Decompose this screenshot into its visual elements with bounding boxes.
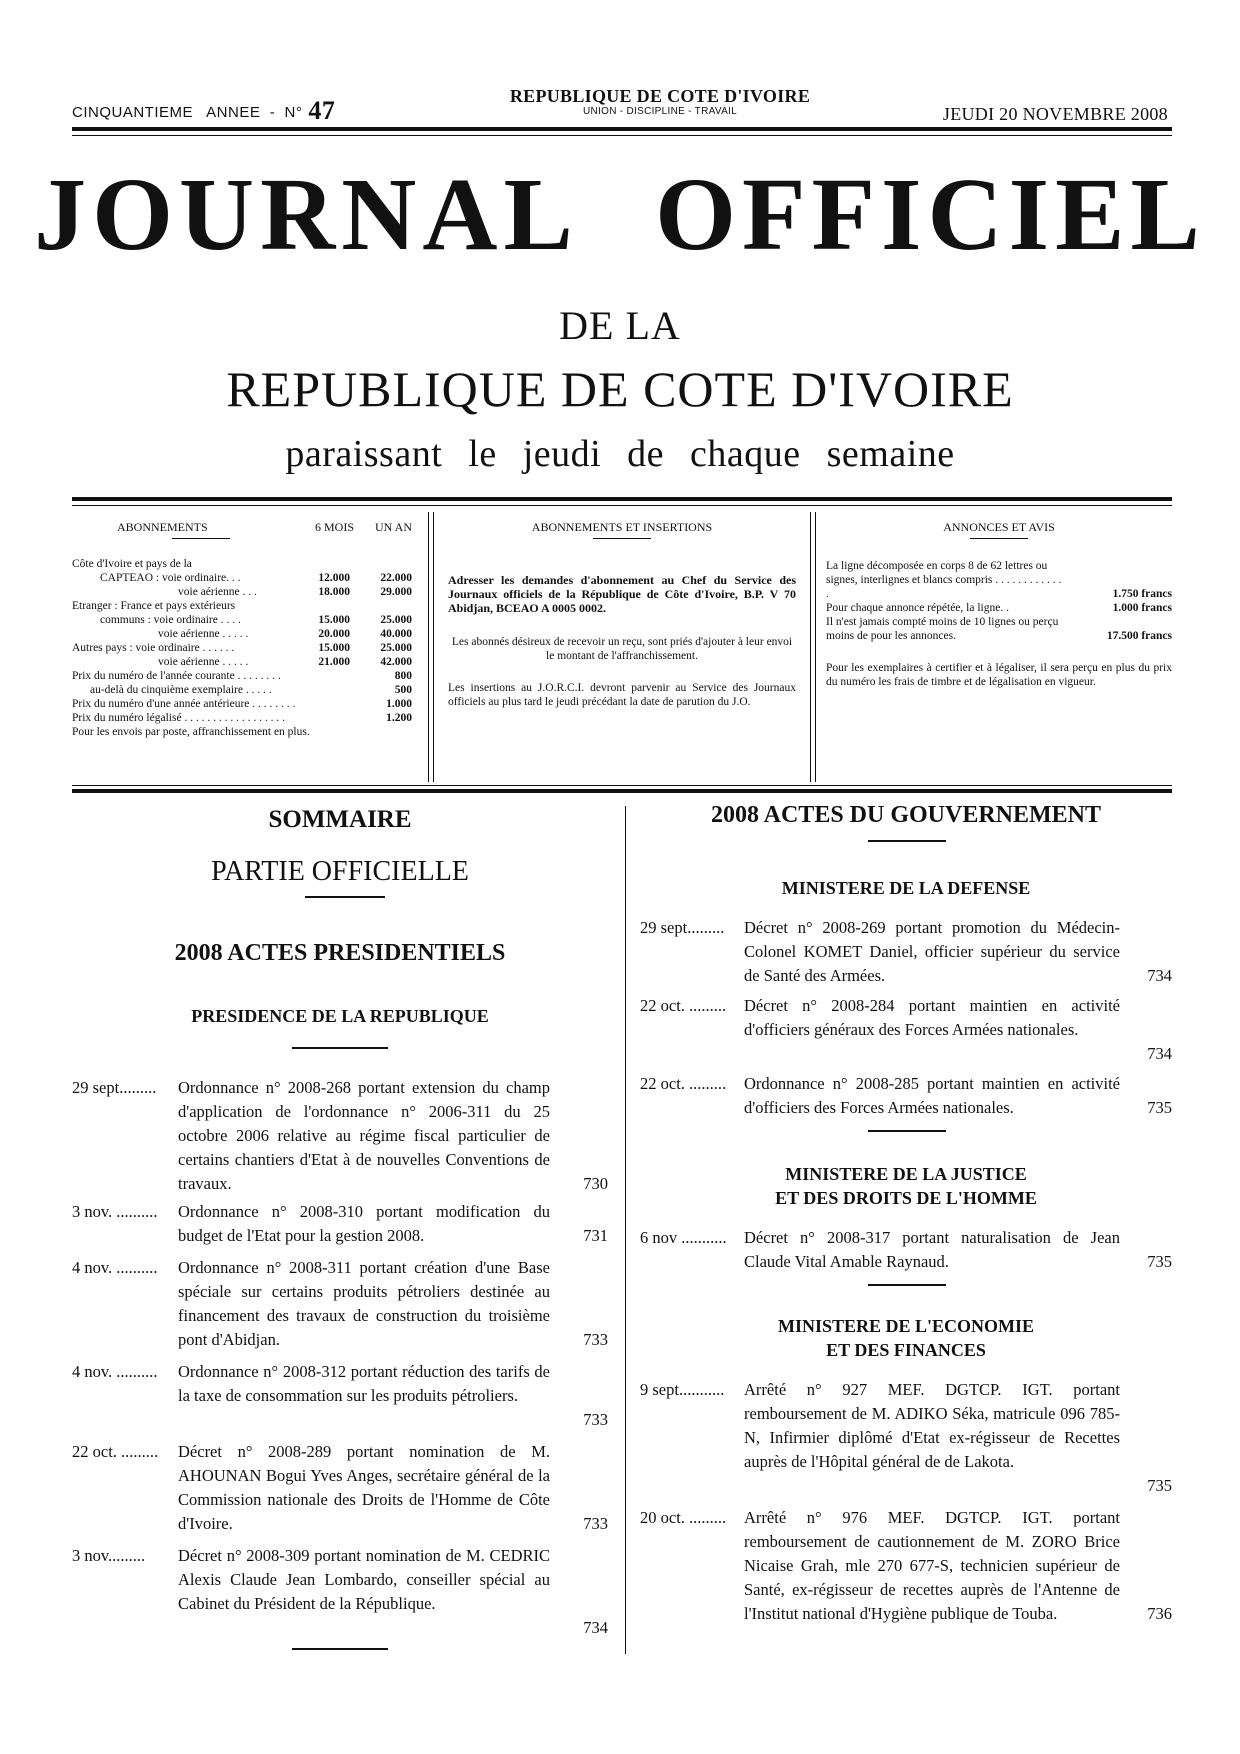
presidence-heading: PRESIDENCE DE LA REPUBLIQUE (191, 1006, 489, 1026)
subscriptions-panel (72, 520, 412, 739)
section-divider (305, 896, 385, 898)
box-bottom-rule-thick (72, 789, 1172, 793)
sommaire-entry: 3 nov. .......... Ordonnance n° 2008-310 portant modification du budget de l'Etat pour la gestion 2008. 731 (72, 1202, 608, 1245)
issue-date: JEUDI 20 NOVEMBRE 2008 (942, 104, 1168, 124)
sub-row: CAPTEAO : voie ordinaire. . . 12.000 22.000 (100, 572, 412, 584)
sub-row: communs : voie ordinaire . . . . 15.000 25.000 (100, 614, 412, 626)
justice-heading-1: MINISTERE DE LA JUSTICE (785, 1164, 1027, 1184)
economie-heading-1: MINISTERE DE L'ECONOMIE (777, 1316, 1035, 1336)
issue-number: 47 (308, 96, 336, 125)
annonce-row: La ligne décomposée en corps 8 de 62 lettres ou signes, interlignes et blancs compris . . . . . . . . . . . . . 1.750 francs (826, 560, 1172, 600)
masthead-republic: REPUBLIQUE DE COTE D'IVOIRE (226, 361, 1014, 417)
box-top-rule-thick (72, 497, 1172, 501)
insertions-deadline: Les insertions au J.O.R.C.I. devront parvenir au Service des Journaux officiels au plus tard le jeudi précédant la date de parution du J.O. (448, 682, 796, 708)
subscriptions-header: ABONNEMENTS (117, 520, 208, 534)
annonce-row: Pour chaque annonce répétée, la ligne. . 1.000 francs (826, 602, 1172, 614)
sub-row: Prix du numéro de l'année courante . . . . . . . . 800 (72, 670, 412, 682)
insertions-receipt: Les abonnés désireux de recevoir un reçu, sont priés d'ajouter à leur envoi le montant de l'affranchissement. (451, 636, 793, 662)
sommaire-entry: 9 sept........... Arrêté n° 927 MEF. DGTCP. IGT. portant remboursement de M. ADIKO Séka, matricule 096 785-N, Infirmier diplômé d'Etat ex-régisseur de Recettes auprès de l'Hôpital général de de Lakota. 735 (640, 1380, 1172, 1495)
section-divider (868, 1284, 946, 1286)
sub-row: voie aérienne . . . . . 21.000 42.000 (158, 656, 412, 668)
sommaire-entry: 29 sept......... Ordonnance n° 2008-268 portant extension du champ d'application de l'ordonnance n° 2006-311 du 25 octobre 2006 relative au régime fiscal particulier de certains chantiers d'Etat à de nouvelles Conventions de travaux. 730 (72, 1078, 608, 1193)
republic-motto: UNION - DISCIPLINE - TRAVAIL (583, 106, 737, 117)
justice-heading-2: ET DES DROITS DE L'HOMME (775, 1188, 1037, 1208)
republic-name: REPUBLIQUE DE COTE D'IVOIRE (509, 86, 811, 106)
col-6mois: 6 MOIS (314, 520, 354, 534)
sub-row: Autres pays : voie ordinaire . . . . . . 15.000 25.000 (72, 642, 412, 654)
header-rule-thick (72, 127, 1172, 131)
section-divider (292, 1047, 388, 1049)
section-divider (868, 840, 946, 842)
defense-heading: MINISTERE DE LA DEFENSE (781, 878, 1031, 898)
annonces-panel (826, 520, 1172, 689)
box-divider-1 (428, 512, 434, 782)
sub-row: Pour les envois par poste, affranchissement en plus. (72, 726, 310, 738)
sommaire-entry: 20 oct. ......... Arrêté n° 976 MEF. DGTCP. IGT. portant remboursement de cautionnement de M. ZORO Brice Nicaise Grah, mle 270 677-S, technicien supérieur de Santé, ex-régisseur de recettes auprès de l'Antenne de l'Institut national d'Hygiène publique de Touba. 736 (640, 1508, 1172, 1623)
sommaire-entry: 22 oct. ......... Ordonnance n° 2008-285 portant maintien en activité d'officiers des Forces Armées nationales. 735 (640, 1074, 1172, 1117)
issue-info (72, 96, 335, 126)
box-bottom-rule-thin (72, 785, 1172, 786)
box-top-rule-thin (72, 505, 1172, 506)
box-divider-2 (810, 512, 816, 782)
sommaire-entry: 22 oct. ......... Décret n° 2008-284 portant maintien en activité d'officiers généraux des Forces Armées nationales. 734 (640, 996, 1172, 1063)
partie-officielle: PARTIE OFFICIELLE (211, 856, 469, 887)
header-rule-thin (72, 135, 1172, 136)
sommaire-title: SOMMAIRE (268, 806, 412, 833)
sommaire-entry: 6 nov ........... Décret n° 2008-317 portant naturalisation de Jean Claude Vital Amable Raynaud. 735 (640, 1228, 1172, 1271)
issue-prefix: CINQUANTIEME ANNEE - N° (72, 104, 303, 121)
annonces-header: ANNONCES ET AVIS (943, 520, 1055, 534)
sommaire-entry: 3 nov......... Décret n° 2008-309 portant nomination de M. CEDRIC Alexis Claude Jean Lombardo, conseiller spécial au Cabinet du Président de la République. 734 (72, 1546, 608, 1637)
col-1an: UN AN (374, 520, 412, 534)
sommaire-entry: 22 oct. ......... Décret n° 2008-289 portant nomination de M. AHOUNAN Bogui Yves Anges, secrétaire général de la Commission nationale des Droits de l'Homme de Côte d'Ivoire. 733 (72, 1442, 608, 1533)
sub-row: voie aérienne . . . 18.000 29.000 (178, 586, 412, 598)
actes-gouvernement: 2008 ACTES DU GOUVERNEMENT (710, 802, 1102, 828)
insertions-header: ABONNEMENTS ET INSERTIONS (531, 520, 713, 534)
sub-row: au-delà du cinquième exemplaire . . . . . 500 (90, 684, 412, 696)
journal-title: JOURNAL OFFICIEL (34, 157, 1206, 272)
de-la: DE LA (559, 303, 681, 348)
sub-row: voie aérienne . . . . . 20.000 40.000 (158, 628, 412, 640)
sommaire-entry: 4 nov. .......... Ordonnance n° 2008-312 portant réduction des tarifs de la taxe de consommation sur les produits pétroliers. 733 (72, 1362, 608, 1429)
section-divider (292, 1648, 388, 1650)
sub-row: Etranger : France et pays extérieurs (72, 600, 236, 612)
sub-row: Prix du numéro d'une année antérieure . . . . . . . . 1.000 (72, 698, 412, 710)
sub-row: Prix du numéro légalisé . . . . . . . . . . . . . . . . . . 1.200 (72, 712, 412, 724)
sommaire-entry: 4 nov. .......... Ordonnance n° 2008-311 portant création d'une Base spéciale sur certains produits pétroliers destinée au financement des travaux de construction du troisième pont d'Abidjan. 733 (72, 1258, 608, 1349)
insertions-address: Adresser les demandes d'abonnement au Chef du Service des Journaux officiels de la République de Côte d'Ivoire, B.P. V 70 Abidjan, BCEAO A 0005 0002. (448, 573, 796, 615)
sommaire-entry: 29 sept......... Décret n° 2008-269 portant promotion du Médecin-Colonel KOMET Daniel, officier supérieur du service de Santé des Armées. 734 (640, 918, 1172, 985)
column-divider (625, 806, 626, 1654)
annonces-legalisation: Pour les exemplaires à certifier et à légaliser, il sera perçu en plus du prix du numéro les frais de timbre et de légalisation en vigueur. (826, 662, 1172, 688)
actes-presidentiels: 2008 ACTES PRESIDENTIELS (174, 940, 506, 966)
economie-heading-2: ET DES FINANCES (826, 1340, 986, 1360)
insertions-panel (448, 520, 796, 709)
section-divider (868, 1130, 946, 1132)
sub-row: Côte d'Ivoire et pays de la (72, 558, 192, 570)
publication-frequency: paraissant le jeudi de chaque semaine (285, 433, 955, 475)
annonces-header-underline (970, 538, 1028, 539)
insertions-header-underline (593, 538, 651, 539)
republic-header (470, 86, 850, 117)
annonce-row: Il n'est jamais compté moins de 10 lignes ou perçu moins de pour les annonces. 17.500 francs (826, 616, 1172, 642)
